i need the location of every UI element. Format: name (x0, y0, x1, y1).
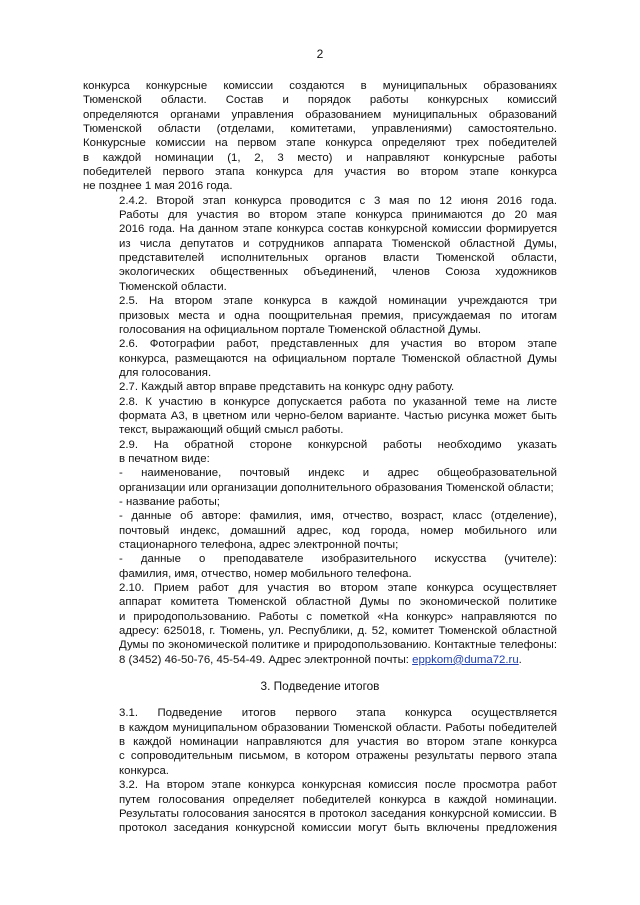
email-link[interactable]: eppkom@duma72.ru (412, 653, 519, 666)
text-line: 2.7. Каждый автор вправе представить на конкурс одну работу. (119, 381, 455, 394)
text-line: с сопроводительным письмом, в котором отражены результаты первого этапа (119, 750, 557, 763)
paragraph (83, 581, 557, 667)
text-line: из числа депутатов и сотрудников аппарата Тюменской областной Думы, (119, 237, 557, 250)
text-line: конкурса, размещаются на официальном портале Тюменской областной Думы (119, 352, 557, 365)
text-line: 3.1. Подведение итогов первого этапа конкурса осуществляется (119, 707, 557, 720)
paragraph (83, 294, 557, 337)
text-line: экологических общественных объединений, членов Союза художников (119, 266, 557, 279)
text-line: Конкурсные комиссии на первом этапе конкурса определяют трех победителей (83, 137, 557, 150)
text-line: 2.10. Прием работ для участия во втором этапе конкурса осуществляет (119, 582, 557, 595)
contact-text: 8 (3452) 46-50-76, 45-54-49. Адрес электронной почты: (119, 653, 413, 666)
paragraph (83, 380, 557, 394)
text-line: не позднее 1 мая 2016 года. (83, 180, 233, 193)
text-line: и природопользованию. Работы с пометкой «На конкурс» направляются по (119, 610, 557, 623)
paragraph (83, 79, 557, 194)
text-line: представителей исполнительных органов власти Тюменской области, (119, 252, 557, 265)
text-line: победителей первого этапа конкурса для участия во втором этапе конкурса (83, 166, 557, 179)
paragraph (83, 552, 557, 581)
paragraph (83, 509, 557, 552)
text-line: аппарат комитета Тюменской областной Думы по экономической политике (119, 596, 557, 609)
text-line: формата А3, в цветном или черно-белом варианте. Частью рисунка может быть (119, 409, 557, 422)
text-line: определяются органами управления образованием муниципальных образований (83, 108, 557, 121)
text-line: 2.9. На обратной стороне конкурсной работы необходимо указать (119, 438, 557, 451)
text-line: Работы для участия во втором этапе конкурса принимаются до 20 мая (119, 209, 557, 222)
paragraph (83, 395, 557, 438)
text-line: 2.8. К участию в конкурсе допускается работа по указанной теме на листе (119, 395, 557, 408)
text-line: в каждом муниципальном образовании Тюменской области. Работы победителей (119, 721, 557, 734)
text-line: для голосования. (119, 366, 212, 379)
paragraph (83, 466, 557, 495)
text-line: текст, выражающий общий смысл работы. (119, 424, 344, 437)
paragraph (83, 495, 557, 509)
text-line: призовых места и одна поощрительная премия, присуждаемая по итогам (119, 309, 557, 322)
page-number: 2 (316, 47, 324, 61)
paragraph (83, 337, 557, 380)
text-line: 2016 года. На данном этапе конкурса состав конкурсной комиссии формируется (119, 223, 557, 236)
text-line: фамилия, имя, отчество, номер мобильного телефона. (119, 567, 412, 580)
text-line: в каждой номинации направляются для участия во втором этапе конкурса (119, 736, 557, 749)
text-line: путем голосования определяет победителей конкурса в каждой номинации. (119, 793, 557, 806)
section-heading: 3. Подведение итогов (260, 679, 380, 694)
text-line: адресу: 625018, г. Тюмень, ул. Республики, д. 52, комитет Тюменской областной (119, 625, 557, 638)
text-line: Тюменской области. (119, 280, 227, 293)
text-line: - данные об авторе: фамилия, имя, отчество, возраст, класс (отделение), (119, 510, 557, 523)
paragraph (83, 438, 557, 467)
text-line: 2.5. На втором этапе конкурса в каждой номинации учреждаются три (119, 295, 557, 308)
text-line: организации или организации дополнительного образования Тюменской области; (119, 481, 554, 494)
document-body (83, 79, 557, 836)
text-line: Думы по экономической политике и природопользованию. Контактные телефоны: (119, 639, 557, 652)
text-line: - наименование, почтовый индекс и адрес общеобразовательной (119, 467, 557, 480)
text-line: протокол заседания конкурсной комиссии могут быть включены предложения (119, 822, 557, 835)
text-line: Результаты голосования заносятся в протокол заседания конкурсной комиссии. В (119, 807, 557, 820)
text-line: Тюменской области. Состав и порядок работы конкурсных комиссий (83, 94, 557, 107)
paragraph (83, 778, 557, 835)
text-line: стационарного телефона, адрес электронной почты; (119, 539, 399, 551)
paragraph (83, 706, 557, 778)
text-line: в печатном виде: (119, 452, 210, 465)
text-line: 2.4.2. Второй этап конкурса проводится с 3 мая по 12 июня 2016 года. (119, 194, 557, 207)
contact-tail: . (518, 653, 522, 666)
text-line: голосования на официальном портале Тюменской областной Думы. (119, 323, 482, 336)
paragraph (83, 194, 557, 294)
text-line: - данные о преподавателе изобразительного искусства (учителе): (119, 553, 557, 566)
text-line: Тюменской области (отделами, комитетами, управлениями) самостоятельно. (83, 123, 557, 136)
text-line: конкурса. (119, 764, 169, 777)
contact-line (83, 653, 557, 667)
text-line: 2.6. Фотографии работ, представленных для участия во втором этапе (119, 338, 557, 351)
text-line: почтовый индекс, домашний адрес, код города, номер мобильного или (119, 524, 557, 537)
text-line: - название работы; (119, 495, 220, 508)
text-line: в каждой номинации (1, 2, 3 место) и направляют конкурсные работы (83, 151, 557, 164)
text-line: конкурса конкурсные комиссии создаются в муниципальных образованиях (83, 80, 557, 92)
text-line: 3.2. На втором этапе конкурса конкурсная комиссия после просмотра работ (119, 779, 557, 792)
